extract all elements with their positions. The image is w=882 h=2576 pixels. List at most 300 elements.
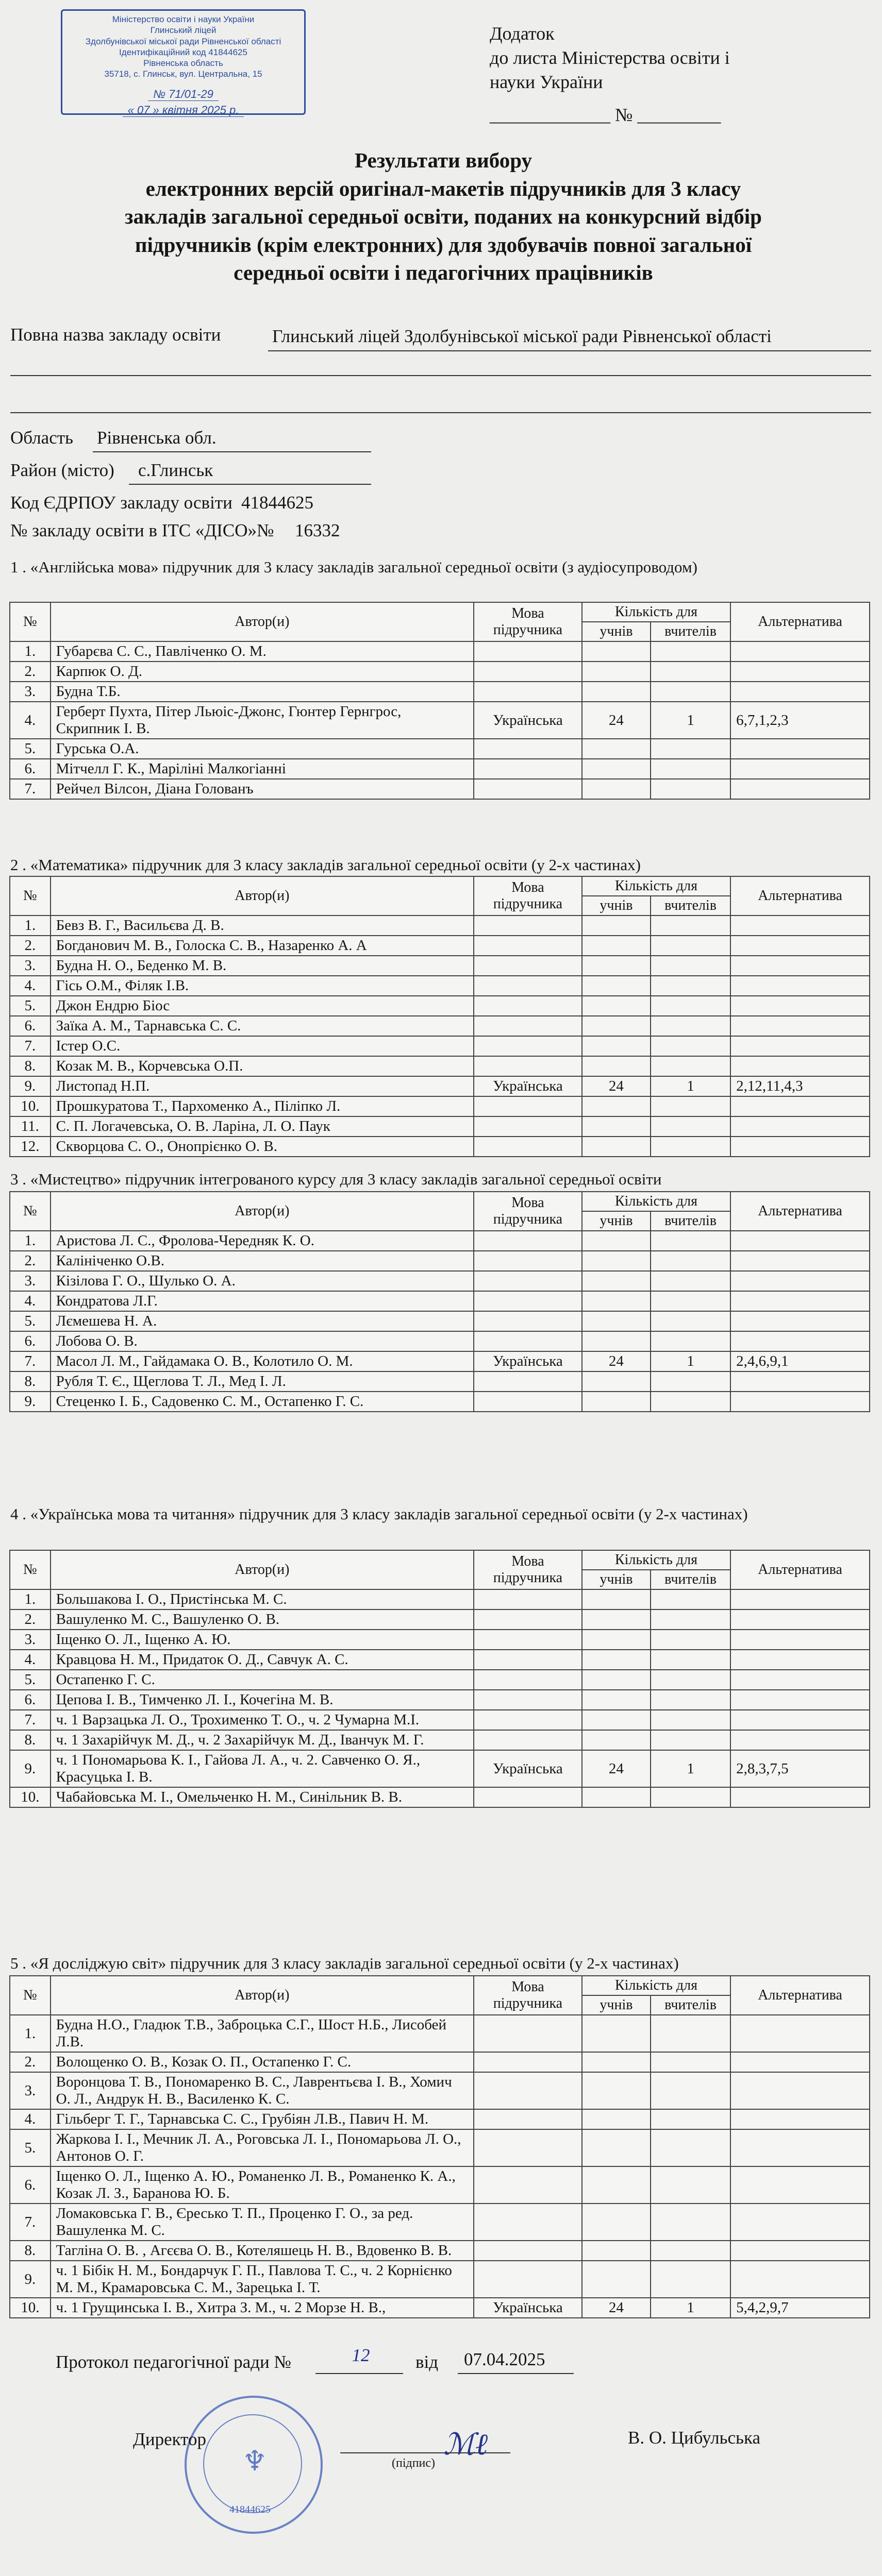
row-teachers bbox=[651, 1787, 730, 1807]
header-alternative: Альтернатива bbox=[730, 602, 870, 641]
header-quantity: Кількість для bbox=[582, 602, 730, 622]
row-number: 4. bbox=[10, 1291, 51, 1311]
underline bbox=[315, 2373, 403, 2374]
title-line: підручників (крім електронних) для здобувачів повної загальної bbox=[135, 232, 752, 257]
row-alternative: 5,4,2,9,7 bbox=[730, 2298, 870, 2318]
section-title: 3 . «Мистецтво» підручник інтегрованого курсу для 3 класу закладів загальної середньої освіти bbox=[10, 1170, 662, 1188]
title-line: електронних версій оригінал-макетів підручників для 3 класу bbox=[145, 176, 741, 200]
row-language bbox=[474, 2072, 582, 2109]
row-teachers bbox=[651, 2166, 730, 2204]
row-authors: Чабайовська М. І., Омельченко Н. М., Синільник В. В. bbox=[51, 1787, 474, 1807]
table-row bbox=[10, 1056, 870, 1076]
row-students bbox=[582, 1371, 651, 1392]
row-alternative bbox=[730, 1056, 870, 1076]
district-value: с.Глинськ bbox=[138, 460, 213, 480]
row-authors: Остапенко Г. С. bbox=[51, 1670, 474, 1690]
school-label: Повна назва закладу освіти bbox=[10, 325, 221, 345]
row-students bbox=[582, 2072, 651, 2109]
row-authors: Лємешева Н. А. bbox=[51, 1311, 474, 1331]
row-number: 8. bbox=[10, 1056, 51, 1076]
row-teachers bbox=[651, 1371, 730, 1392]
row-language bbox=[474, 641, 582, 662]
row-students bbox=[582, 1392, 651, 1412]
header-authors: Автор(и) bbox=[51, 1976, 474, 2015]
row-authors: Рубля Т. Є., Щеглова Т. Л., Мед І. Л. bbox=[51, 1371, 474, 1392]
protocol-label: Протокол педагогічної ради № bbox=[56, 2352, 291, 2372]
row-language bbox=[474, 779, 582, 799]
row-authors: ч. 1 Варзацька Л. О., Трохименко Т. О., ч. 2 Чумарна М.І. bbox=[51, 1710, 474, 1730]
header-students: учнів bbox=[582, 622, 651, 641]
row-alternative bbox=[730, 1589, 870, 1609]
row-teachers bbox=[651, 779, 730, 799]
table-row bbox=[10, 2261, 870, 2298]
row-language: Українська bbox=[474, 2298, 582, 2318]
table-row bbox=[10, 2052, 870, 2072]
row-language bbox=[474, 1630, 582, 1650]
table-row bbox=[10, 662, 870, 682]
row-teachers bbox=[651, 1291, 730, 1311]
row-alternative bbox=[730, 1311, 870, 1331]
row-number: 3. bbox=[10, 2072, 51, 2109]
row-language bbox=[474, 1231, 582, 1251]
row-language bbox=[474, 1251, 582, 1271]
row-number: 10. bbox=[10, 1787, 51, 1807]
row-teachers bbox=[651, 1096, 730, 1116]
row-authors: Калініченко О.В. bbox=[51, 1251, 474, 1271]
row-students: 24 bbox=[582, 1750, 651, 1787]
row-authors: Гільберг Т. Г., Тарнавська С. С., Грубіян Л.В., Павич Н. М. bbox=[51, 2109, 474, 2129]
director-label: Директор bbox=[133, 2429, 207, 2449]
row-students bbox=[582, 1787, 651, 1807]
row-language bbox=[474, 1609, 582, 1630]
row-authors: Жаркова І. І., Мечник Л. А., Роговська Л. І., Пономарьова Л. О., Антонов О. Г. bbox=[51, 2129, 474, 2166]
row-teachers bbox=[651, 2241, 730, 2261]
header-alternative: Альтернатива bbox=[730, 1550, 870, 1589]
edrpou-label: Код ЄДРПОУ закладу освіти bbox=[10, 493, 232, 513]
header-num: № bbox=[10, 1976, 51, 2015]
section-table bbox=[9, 602, 870, 800]
row-authors: Кізілова Г. О., Шулько О. А. bbox=[51, 1271, 474, 1291]
row-teachers bbox=[651, 682, 730, 702]
trident-emblem-icon: ♆ bbox=[242, 2446, 268, 2477]
stamp-reg-number: № 71/01-29 bbox=[68, 87, 299, 101]
row-students bbox=[582, 739, 651, 759]
row-alternative bbox=[730, 1787, 870, 1807]
row-number: 4. bbox=[10, 976, 51, 996]
row-alternative bbox=[730, 1710, 870, 1730]
row-alternative: 2,4,6,9,1 bbox=[730, 1351, 870, 1371]
row-authors: ч. 1 Захарійчук М. Д., ч. 2 Захарійчук М. Д., Іванчук М. Г. bbox=[51, 1730, 474, 1750]
row-alternative: 6,7,1,2,3 bbox=[730, 702, 870, 739]
signature-hint: (підпис) bbox=[392, 2456, 436, 2470]
row-students bbox=[582, 916, 651, 936]
row-students bbox=[582, 1291, 651, 1311]
row-teachers bbox=[651, 1311, 730, 1331]
section-title: 4 . «Українська мова та читання» підручник для 3 класу закладів загальної середньої освіти (у 2-х частинах) bbox=[10, 1505, 748, 1523]
row-students bbox=[582, 759, 651, 779]
table-row bbox=[10, 2109, 870, 2129]
row-teachers bbox=[651, 1630, 730, 1650]
header-language: Мова підручника bbox=[474, 1976, 582, 2015]
row-number: 3. bbox=[10, 956, 51, 976]
row-authors: Іщенко О. Л., Іщенко А. Ю., Романенко Л. В., Романенко К. А., Козак Л. З., Баранова Ю. Б. bbox=[51, 2166, 474, 2204]
row-authors: Будна Н.О., Гладюк Т.В., Заброцька С.Г., Шост Н.Б., Лисобей Л.В. bbox=[51, 2015, 474, 2052]
row-students bbox=[582, 1251, 651, 1271]
table-row bbox=[10, 1076, 870, 1096]
row-teachers bbox=[651, 1036, 730, 1056]
table-row bbox=[10, 2241, 870, 2261]
registration-stamp bbox=[61, 9, 306, 115]
row-alternative bbox=[730, 976, 870, 996]
row-language bbox=[474, 1271, 582, 1291]
row-alternative bbox=[730, 2166, 870, 2204]
row-number: 6. bbox=[10, 1016, 51, 1036]
table-row bbox=[10, 1670, 870, 1690]
row-language: Українська bbox=[474, 1750, 582, 1787]
table-row bbox=[10, 2015, 870, 2052]
row-teachers: 1 bbox=[651, 1351, 730, 1371]
table-row bbox=[10, 641, 870, 662]
header-teachers: вчителів bbox=[651, 896, 730, 916]
table-row bbox=[10, 2072, 870, 2109]
row-language: Українська bbox=[474, 702, 582, 739]
row-authors: Ломаковська Г. В., Єресько Т. П., Проценко Г. О., за ред. Вашуленка М. С. bbox=[51, 2204, 474, 2241]
row-students bbox=[582, 2109, 651, 2129]
row-teachers bbox=[651, 1271, 730, 1291]
row-students bbox=[582, 936, 651, 956]
row-teachers bbox=[651, 1056, 730, 1076]
row-number: 2. bbox=[10, 2052, 51, 2072]
title-line: середньої освіти і педагогічних працівників bbox=[234, 261, 653, 285]
row-teachers bbox=[651, 2015, 730, 2052]
district-label: Район (місто) bbox=[10, 460, 114, 480]
row-alternative bbox=[730, 2261, 870, 2298]
row-authors: Будна Т.Б. bbox=[51, 682, 474, 702]
row-number: 7. bbox=[10, 2204, 51, 2241]
oblast-value: Рівненська обл. bbox=[97, 428, 217, 448]
annex-number-line: _____________ № _________ bbox=[490, 105, 721, 126]
header-row bbox=[10, 602, 870, 622]
header-alternative: Альтернатива bbox=[730, 1192, 870, 1231]
row-number: 1. bbox=[10, 1231, 51, 1251]
row-teachers bbox=[651, 1331, 730, 1351]
row-language bbox=[474, 2166, 582, 2204]
row-alternative bbox=[730, 1690, 870, 1710]
row-alternative bbox=[730, 2015, 870, 2052]
table-row bbox=[10, 1271, 870, 1291]
header-teachers: вчителів bbox=[651, 1570, 730, 1589]
row-language bbox=[474, 2261, 582, 2298]
row-students bbox=[582, 682, 651, 702]
row-authors: Істер О.С. bbox=[51, 1036, 474, 1056]
row-alternative bbox=[730, 996, 870, 1016]
header-num: № bbox=[10, 1192, 51, 1231]
row-teachers bbox=[651, 1016, 730, 1036]
table-row bbox=[10, 1351, 870, 1371]
row-alternative bbox=[730, 2129, 870, 2166]
row-students bbox=[582, 2241, 651, 2261]
row-number: 7. bbox=[10, 779, 51, 799]
row-number: 1. bbox=[10, 2015, 51, 2052]
row-authors: Заїка А. М., Тарнавська С. С. bbox=[51, 1016, 474, 1036]
section-table bbox=[9, 876, 870, 1157]
row-students bbox=[582, 2166, 651, 2204]
row-students: 24 bbox=[582, 1351, 651, 1371]
stamp-line: Міністерство освіти і науки України bbox=[112, 14, 255, 24]
row-language: Українська bbox=[474, 1076, 582, 1096]
row-students bbox=[582, 1630, 651, 1650]
row-teachers: 1 bbox=[651, 1750, 730, 1787]
row-teachers bbox=[651, 956, 730, 976]
annex-header bbox=[490, 22, 730, 127]
row-language bbox=[474, 739, 582, 759]
row-authors: ч. 1 Бібік Н. М., Бондарчук Г. П., Павлова Т. С., ч. 2 Корнієнко М. М., Крамаровська С. М., Зарецька І. Т. bbox=[51, 2261, 474, 2298]
row-language bbox=[474, 1016, 582, 1036]
row-number: 6. bbox=[10, 759, 51, 779]
row-students bbox=[582, 2204, 651, 2241]
table-row bbox=[10, 1231, 870, 1251]
header-quantity: Кількість для bbox=[582, 1550, 730, 1570]
stamp-line: Здолбунівської міської ради Рівненської області bbox=[85, 36, 281, 46]
row-authors: Кравцова Н. М., Придаток О. Д., Савчук А. С. bbox=[51, 1650, 474, 1670]
row-number: 11. bbox=[10, 1116, 51, 1137]
row-language bbox=[474, 2241, 582, 2261]
row-teachers bbox=[651, 1116, 730, 1137]
row-authors: Губарєва С. С., Павліченко О. М. bbox=[51, 641, 474, 662]
row-authors: Тагліна О. В. , Агєєва О. В., Котеляшець Н. В., Вдовенко В. В. bbox=[51, 2241, 474, 2261]
table-row bbox=[10, 702, 870, 739]
oblast-label: Область bbox=[10, 428, 74, 448]
row-authors: Джон Ендрю Біос bbox=[51, 996, 474, 1016]
header-authors: Автор(и) bbox=[51, 602, 474, 641]
stamp-line: 35718, с. Глинськ, вул. Центральна, 15 bbox=[104, 69, 262, 79]
header-row bbox=[10, 1550, 870, 1570]
row-alternative bbox=[730, 936, 870, 956]
header-authors: Автор(и) bbox=[51, 1192, 474, 1231]
table-row bbox=[10, 1096, 870, 1116]
row-number: 5. bbox=[10, 1670, 51, 1690]
row-students bbox=[582, 976, 651, 996]
row-alternative bbox=[730, 1392, 870, 1412]
row-teachers bbox=[651, 1730, 730, 1750]
row-language bbox=[474, 1589, 582, 1609]
row-students bbox=[582, 1609, 651, 1630]
row-number: 7. bbox=[10, 1351, 51, 1371]
row-teachers bbox=[651, 916, 730, 936]
row-alternative bbox=[730, 1650, 870, 1670]
row-language bbox=[474, 996, 582, 1016]
row-students bbox=[582, 1589, 651, 1609]
row-students: 24 bbox=[582, 2298, 651, 2318]
row-students bbox=[582, 1116, 651, 1137]
row-language bbox=[474, 1331, 582, 1351]
row-language bbox=[474, 1116, 582, 1137]
header-students: учнів bbox=[582, 1570, 651, 1589]
row-language bbox=[474, 1710, 582, 1730]
row-authors: Богданович М. В., Голоска С. В., Назаренко А. А bbox=[51, 936, 474, 956]
row-alternative bbox=[730, 1291, 870, 1311]
row-teachers bbox=[651, 996, 730, 1016]
row-teachers bbox=[651, 936, 730, 956]
row-authors: Волощенко О. В., Козак О. П., Остапенко Г. С. bbox=[51, 2052, 474, 2072]
row-students bbox=[582, 1056, 651, 1076]
annex-line: Додаток bbox=[490, 23, 555, 44]
row-number: 5. bbox=[10, 2129, 51, 2166]
table-row bbox=[10, 1730, 870, 1750]
title-line: Результати вибору bbox=[355, 148, 532, 172]
row-students bbox=[582, 1690, 651, 1710]
row-alternative bbox=[730, 1609, 870, 1630]
row-language bbox=[474, 2109, 582, 2129]
row-teachers bbox=[651, 2109, 730, 2129]
row-alternative bbox=[730, 739, 870, 759]
row-language bbox=[474, 2015, 582, 2052]
row-number: 2. bbox=[10, 1609, 51, 1630]
header-language: Мова підручника bbox=[474, 876, 582, 916]
table-row bbox=[10, 1630, 870, 1650]
annex-line: до листа Міністерства освіти і bbox=[490, 47, 730, 68]
header-language: Мова підручника bbox=[474, 602, 582, 641]
row-number: 2. bbox=[10, 936, 51, 956]
row-students bbox=[582, 2261, 651, 2298]
row-alternative bbox=[730, 956, 870, 976]
row-alternative bbox=[730, 662, 870, 682]
table-row bbox=[10, 2298, 870, 2318]
row-language bbox=[474, 1371, 582, 1392]
table-row bbox=[10, 956, 870, 976]
table-row bbox=[10, 779, 870, 799]
table-row bbox=[10, 1589, 870, 1609]
row-number: 9. bbox=[10, 2261, 51, 2298]
row-alternative bbox=[730, 1670, 870, 1690]
edrpou-value: 41844625 bbox=[241, 493, 313, 513]
row-authors: Воронцова Т. В., Пономаренко В. С., Лаврентьєва І. В., Хомич О. Л., Андрук Н. В., Василенко К. С. bbox=[51, 2072, 474, 2109]
row-alternative bbox=[730, 1271, 870, 1291]
title-line: закладів загальної середньої освіти, поданих на конкурсний відбір bbox=[125, 205, 762, 229]
table-row bbox=[10, 1251, 870, 1271]
row-students bbox=[582, 1137, 651, 1157]
row-teachers bbox=[651, 2204, 730, 2241]
row-students bbox=[582, 1036, 651, 1056]
row-language bbox=[474, 1311, 582, 1331]
table-row bbox=[10, 1116, 870, 1137]
table-row bbox=[10, 1690, 870, 1710]
row-authors: Кондратова Л.Г. bbox=[51, 1291, 474, 1311]
row-students bbox=[582, 1016, 651, 1036]
table-row bbox=[10, 1291, 870, 1311]
row-number: 9. bbox=[10, 1076, 51, 1096]
row-number: 9. bbox=[10, 1392, 51, 1412]
table-row bbox=[10, 1371, 870, 1392]
row-teachers bbox=[651, 1589, 730, 1609]
row-teachers bbox=[651, 1690, 730, 1710]
row-number: 8. bbox=[10, 1371, 51, 1392]
header-num: № bbox=[10, 1550, 51, 1589]
row-number: 6. bbox=[10, 2166, 51, 2204]
header-authors: Автор(и) bbox=[51, 876, 474, 916]
table-row bbox=[10, 1609, 870, 1630]
row-number: 6. bbox=[10, 1690, 51, 1710]
row-authors: Гісь О.М., Філяк І.В. bbox=[51, 976, 474, 996]
row-authors: Лобова О. В. bbox=[51, 1331, 474, 1351]
section-title: 5 . «Я досліджую світ» підручник для 3 класу закладів загальної середньої освіти (у 2-х частинах) bbox=[10, 1954, 679, 1972]
row-teachers bbox=[651, 739, 730, 759]
table-row bbox=[10, 739, 870, 759]
underline bbox=[268, 350, 871, 351]
header-quantity: Кількість для bbox=[582, 876, 730, 896]
stamp-reg-date: « 07 » квітня 2025 р. bbox=[68, 103, 299, 117]
row-students bbox=[582, 1231, 651, 1251]
row-language bbox=[474, 682, 582, 702]
underline bbox=[93, 451, 371, 452]
header-row bbox=[10, 1192, 870, 1211]
section-title: 2 . «Математика» підручник для 3 класу закладів загальної середньої освіти (у 2-х частинах) bbox=[10, 856, 641, 874]
row-authors: Герберт Пухта, Пітер Льюіс-Джонс, Гюнтер Гернгрос, Скрипник І. В. bbox=[51, 702, 474, 739]
row-language bbox=[474, 936, 582, 956]
row-alternative bbox=[730, 2204, 870, 2241]
row-language bbox=[474, 1096, 582, 1116]
row-number: 5. bbox=[10, 996, 51, 1016]
row-alternative bbox=[730, 2072, 870, 2109]
row-number: 10. bbox=[10, 1096, 51, 1116]
row-language bbox=[474, 976, 582, 996]
row-alternative bbox=[730, 1251, 870, 1271]
from-label: від bbox=[415, 2352, 439, 2372]
row-language bbox=[474, 1036, 582, 1056]
table-row bbox=[10, 1311, 870, 1331]
underline bbox=[10, 412, 871, 413]
header-quantity: Кількість для bbox=[582, 1192, 730, 1211]
table-row bbox=[10, 1392, 870, 1412]
header-row bbox=[10, 1976, 870, 1995]
row-number: 6. bbox=[10, 1331, 51, 1351]
row-alternative bbox=[730, 2109, 870, 2129]
row-authors: Цепова І. В., Тимченко Л. І., Кочегіна М. В. bbox=[51, 1690, 474, 1710]
row-alternative bbox=[730, 682, 870, 702]
row-language bbox=[474, 1056, 582, 1076]
header-students: учнів bbox=[582, 1211, 651, 1231]
row-teachers: 1 bbox=[651, 1076, 730, 1096]
row-number: 7. bbox=[10, 1036, 51, 1056]
section-table bbox=[9, 1550, 870, 1808]
row-teachers bbox=[651, 2261, 730, 2298]
header-teachers: вчителів bbox=[651, 622, 730, 641]
row-teachers bbox=[651, 1650, 730, 1670]
school-value: Глинський ліцей Здолбунівської міської ради Рівненської області bbox=[272, 326, 772, 346]
stamp-line: Глинський ліцей bbox=[150, 25, 217, 36]
table-row bbox=[10, 976, 870, 996]
table-row bbox=[10, 1137, 870, 1157]
row-alternative bbox=[730, 1630, 870, 1650]
row-number: 8. bbox=[10, 2241, 51, 2261]
row-number: 4. bbox=[10, 702, 51, 739]
row-language bbox=[474, 1787, 582, 1807]
row-teachers bbox=[651, 1670, 730, 1690]
row-teachers bbox=[651, 1137, 730, 1157]
underline bbox=[129, 484, 371, 485]
row-alternative bbox=[730, 2241, 870, 2261]
row-number: 5. bbox=[10, 739, 51, 759]
table-row bbox=[10, 916, 870, 936]
row-alternative bbox=[730, 1116, 870, 1137]
row-number: 5. bbox=[10, 1311, 51, 1331]
row-alternative bbox=[730, 641, 870, 662]
row-number: 4. bbox=[10, 1650, 51, 1670]
row-authors: ч. 1 Грущинська І. В., Хитра З. М., ч. 2 Морзе Н. В., bbox=[51, 2298, 474, 2318]
row-number: 12. bbox=[10, 1137, 51, 1157]
table-row bbox=[10, 1331, 870, 1351]
row-teachers bbox=[651, 1231, 730, 1251]
